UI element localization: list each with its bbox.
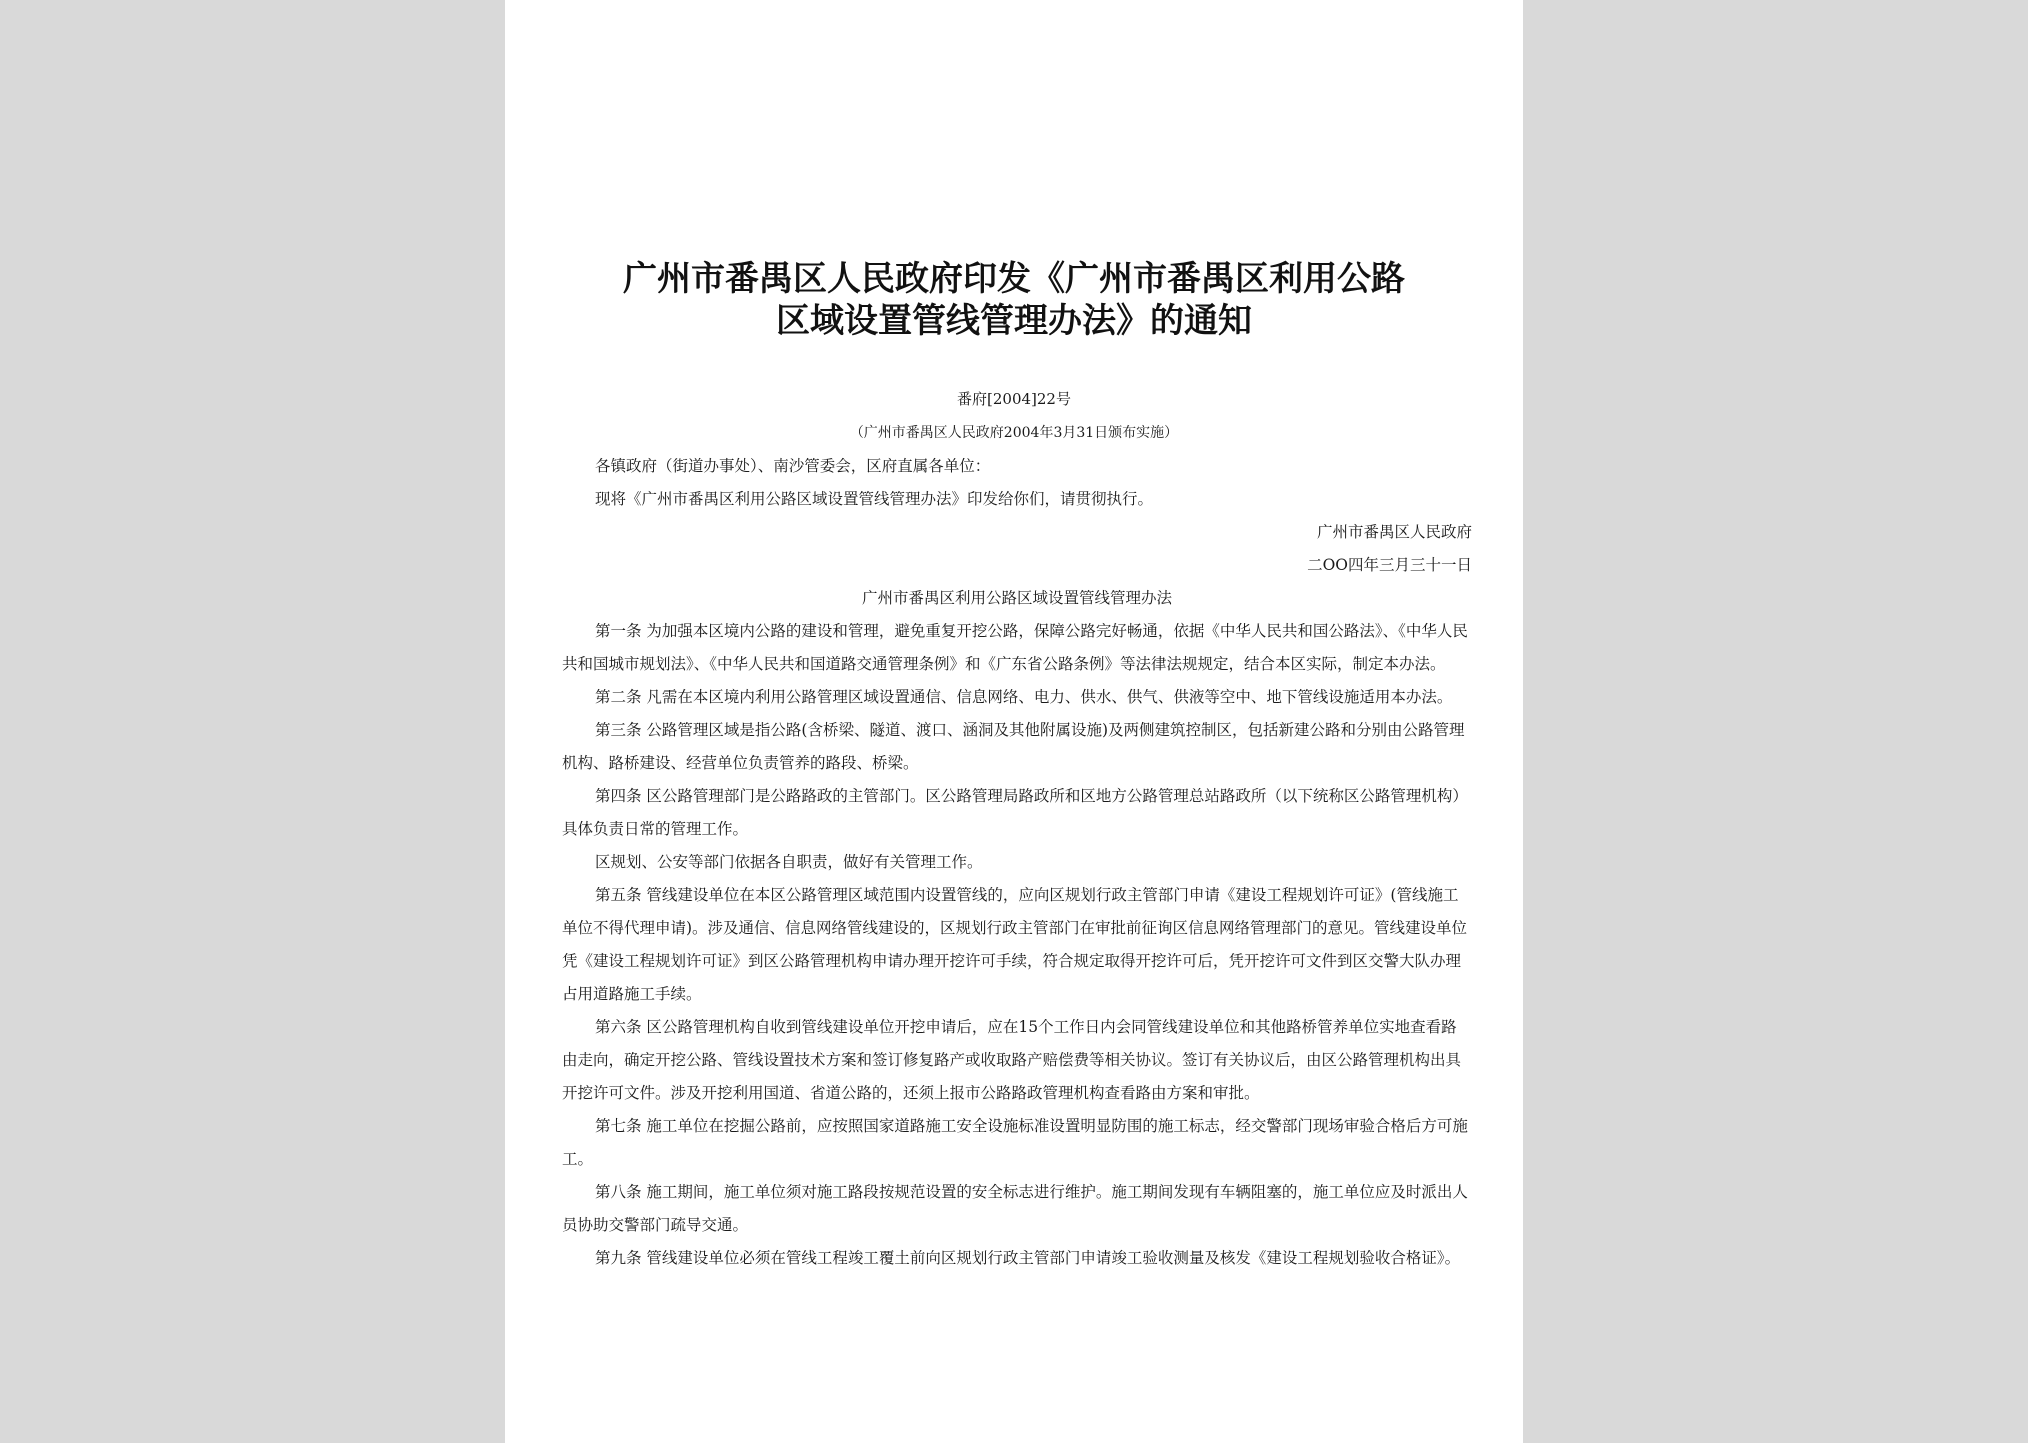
article-3: 第三条 公路管理区域是指公路(含桥梁、隧道、渡口、涵洞及其他附属设施)及两侧建筑控制区，包括新建公路和分别由公路管理机构、路桥建设、经营单位负责管养的路段、桥梁。 — [562, 721, 1465, 772]
article-9: 第九条 管线建设单位必须在管线工程竣工覆土前向区规划行政主管部门申请竣工验收测量及核发《建设工程规划验收合格证》。 — [595, 1249, 1461, 1267]
article-7: 第七条 施工单位在挖掘公路前，应按照国家道路施工安全设施标准设置明显防围的施工标志，经交警部门现场审验合格后方可施工。 — [562, 1117, 1468, 1168]
signer: 广州市番禺区人民政府 — [1316, 523, 1472, 541]
signing-date: 二OO四年三月三十一日 — [1307, 556, 1472, 574]
measures-title: 广州市番禺区利用公路区域设置管线管理办法 — [861, 589, 1172, 607]
article-5: 第五条 管线建设单位在本区公路管理区域范围内设置管线的，应向区规划行政主管部门申请《建设工程规划许可证》(管线施工单位不得代理申请)。涉及通信、信息网络管线建设的，区规划行政主管部门在审批前征询区信息网络管理部门的意见。管线建设单位凭《建设工程规划许可证》到区公路管理机构申请办理开挖许可手续，符合规定取得开挖许可后，凭开挖许可文件到区交警大队办理占用道路施工手续。 — [562, 886, 1468, 1003]
article-8: 第八条 施工期间，施工单位须对施工路段按规范设置的安全标志进行维护。施工期间发现有车辆阻塞的，施工单位应及时派出人员协助交警部门疏导交通。 — [562, 1183, 1468, 1234]
document-body — [562, 450, 1472, 1275]
article-4-supplement: 区规划、公安等部门依据各自职责，做好有关管理工作。 — [595, 853, 983, 871]
article-1: 第一条 为加强本区境内公路的建设和管理，避免重复开挖公路，保障公路完好畅通，依据《中华人民共和国公路法》、《中华人民共和国城市规划法》、《中华人民共和国道路交通管理条例》和《广东省公路条例》等法律法规规定，结合本区实际，制定本办法。 — [562, 622, 1468, 673]
title-line-1: 广州市番禺区人民政府印发《广州市番禺区利用公路 — [623, 259, 1405, 299]
article-4: 第四条 区公路管理部门是公路路政的主管部门。区公路管理局路政所和区地方公路管理总站路政所（以下统称区公路管理机构）具体负责日常的管理工作。 — [562, 787, 1468, 838]
article-6: 第六条 区公路管理机构自收到管线建设单位开挖申请后，应在15个工作日内会同管线建设单位和其他路桥管养单位实地查看路由走向，确定开挖公路、管线设置技术方案和签订修复路产或收取路产赔偿费等相关协议。签订有关协议后，由区公路管理机构出具开挖许可文件。涉及开挖利用国道、省道公路的，还须上报市公路路政管理机构查看路由方案和审批。 — [562, 1018, 1462, 1102]
document-title — [565, 258, 1463, 342]
document-number: 番府[2004]22号 — [957, 390, 1071, 408]
article-2: 第二条 凡需在本区境内利用公路管理区域设置通信、信息网络、电力、供水、供气、供液等空中、地下管线设施适用本办法。 — [595, 688, 1453, 706]
intro-paragraph: 现将《广州市番禺区利用公路区域设置管线管理办法》印发给你们，请贯彻执行。 — [595, 490, 1154, 508]
title-line-2: 区域设置管线管理办法》的通知 — [776, 301, 1252, 341]
issuance-note: （广州市番禺区人民政府2004年3月31日颁布实施） — [849, 425, 1179, 441]
document-page — [505, 0, 1523, 1443]
addressee: 各镇政府（街道办事处）、南沙管委会，区府直属各单位： — [595, 457, 991, 475]
